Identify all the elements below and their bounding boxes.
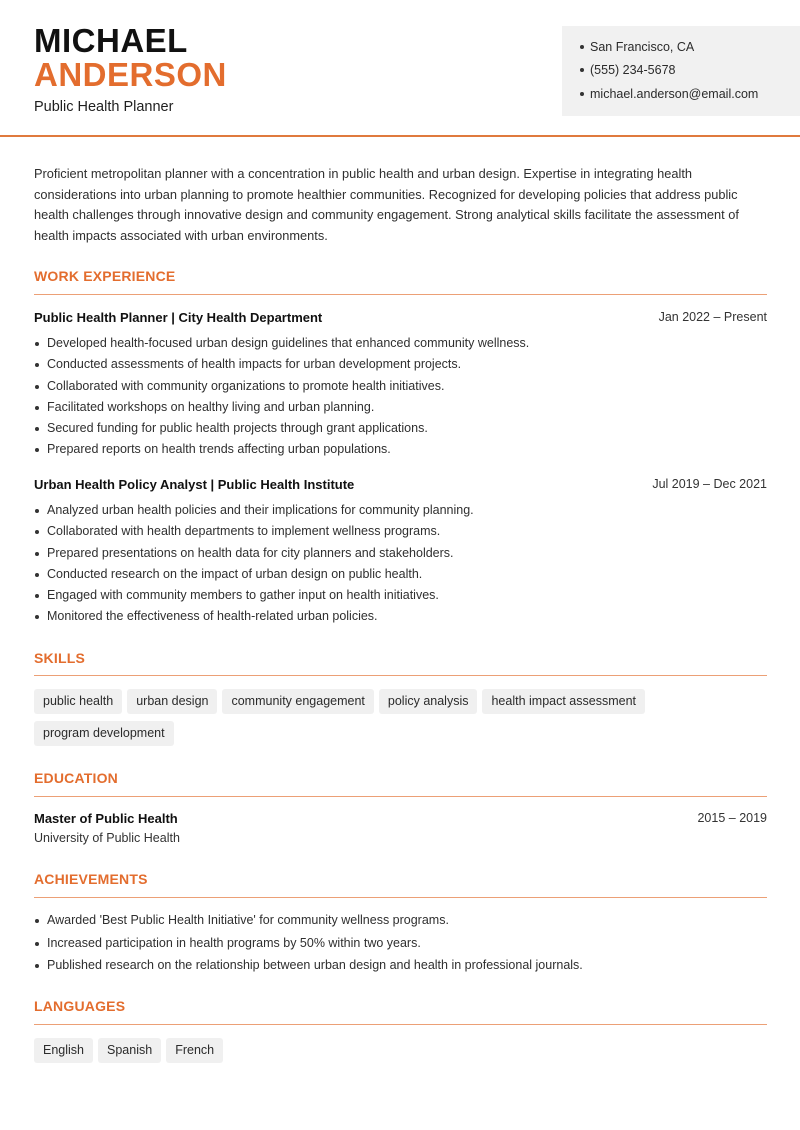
- resume-header: [0, 0, 800, 137]
- section-title-work: WORK EXPERIENCE: [34, 268, 176, 284]
- skill-chip: program development: [34, 721, 174, 746]
- section-title-languages: LANGUAGES: [34, 998, 126, 1014]
- location-text: San Francisco, CA: [590, 40, 695, 54]
- contact-box: [562, 26, 800, 116]
- list-item: Secured funding for public health projects through grant applications.: [34, 420, 767, 441]
- list-item: Conducted research on the impact of urban design on public health.: [34, 566, 767, 587]
- list-item: Engaged with community members to gather input on health initiatives.: [34, 587, 767, 608]
- bullet-icon: [580, 92, 584, 96]
- phone-text: (555) 234-5678: [590, 63, 676, 77]
- bullet-icon: [580, 45, 584, 49]
- list-item: Conducted assessments of health impacts for urban development projects.: [34, 356, 767, 377]
- contact-email: [580, 87, 758, 101]
- contact-location: [580, 40, 694, 54]
- skill-chip: public health: [34, 689, 122, 714]
- skill-chip: community engagement: [222, 689, 373, 714]
- list-item: Prepared presentations on health data for city planners and stakeholders.: [34, 545, 767, 566]
- summary: Proficient metropolitan planner with a concentration in public health and urban design. Expertise in integrating health considerations into urban planning to promote healthier communities. Recognized for developing policies that address public health challenges through innovative design and community engagement. Strong analytical skills facilitate the assessment of health impacts associated with urban environments.: [34, 166, 739, 243]
- list-item: Collaborated with health departments to implement wellness programs.: [34, 523, 767, 544]
- achievements-list: [34, 912, 767, 980]
- skill-chip: health impact assessment: [482, 689, 645, 714]
- list-item: Facilitated workshops on healthy living and urban planning.: [34, 399, 767, 420]
- section-divider: [34, 897, 767, 898]
- first-name: MICHAEL: [34, 22, 188, 59]
- language-chip: English: [34, 1038, 93, 1063]
- list-item: Awarded 'Best Public Health Initiative' for community wellness programs.: [34, 912, 767, 935]
- list-item: Analyzed urban health policies and their implications for community planning.: [34, 502, 767, 523]
- list-item: Monitored the effectiveness of health-related urban policies.: [34, 608, 767, 629]
- education-degree: Master of Public Health: [34, 811, 178, 826]
- job-date-2: Jul 2019 – Dec 2021: [652, 477, 767, 491]
- education-school: University of Public Health: [34, 831, 180, 845]
- skills-list: [34, 689, 767, 753]
- section-divider: [34, 1024, 767, 1025]
- job-title: Public Health Planner: [34, 99, 174, 115]
- job-bullets-1: [34, 335, 767, 463]
- bullet-icon: [580, 68, 584, 72]
- list-item: Developed health-focused urban design guidelines that enhanced community wellness.: [34, 335, 767, 356]
- skill-chip: urban design: [127, 689, 217, 714]
- list-item: Prepared reports on health trends affecting urban populations.: [34, 441, 767, 462]
- education-date: 2015 – 2019: [697, 811, 767, 825]
- contact-phone: [580, 63, 675, 77]
- email-text: michael.anderson@email.com: [590, 87, 759, 101]
- section-divider: [34, 294, 767, 295]
- list-item: Increased participation in health programs by 50% within two years.: [34, 935, 767, 958]
- section-title-achievements: ACHIEVEMENTS: [34, 871, 148, 887]
- language-chip: Spanish: [98, 1038, 161, 1063]
- list-item: Published research on the relationship between urban design and health in professional journals.: [34, 957, 767, 980]
- job-date-1: Jan 2022 – Present: [658, 310, 767, 324]
- list-item: Collaborated with community organizations to promote health initiatives.: [34, 378, 767, 399]
- section-divider: [34, 796, 767, 797]
- section-title-skills: SKILLS: [34, 650, 85, 666]
- language-chip: French: [166, 1038, 223, 1063]
- job-title-2: Urban Health Policy Analyst | Public Health Institute: [34, 477, 355, 492]
- last-name: ANDERSON: [34, 56, 227, 93]
- section-title-education: EDUCATION: [34, 770, 118, 786]
- section-divider: [34, 675, 767, 676]
- job-title-1: Public Health Planner | City Health Department: [34, 310, 323, 325]
- skill-chip: policy analysis: [379, 689, 478, 714]
- job-bullets-2: [34, 502, 767, 630]
- languages-list: [34, 1038, 767, 1070]
